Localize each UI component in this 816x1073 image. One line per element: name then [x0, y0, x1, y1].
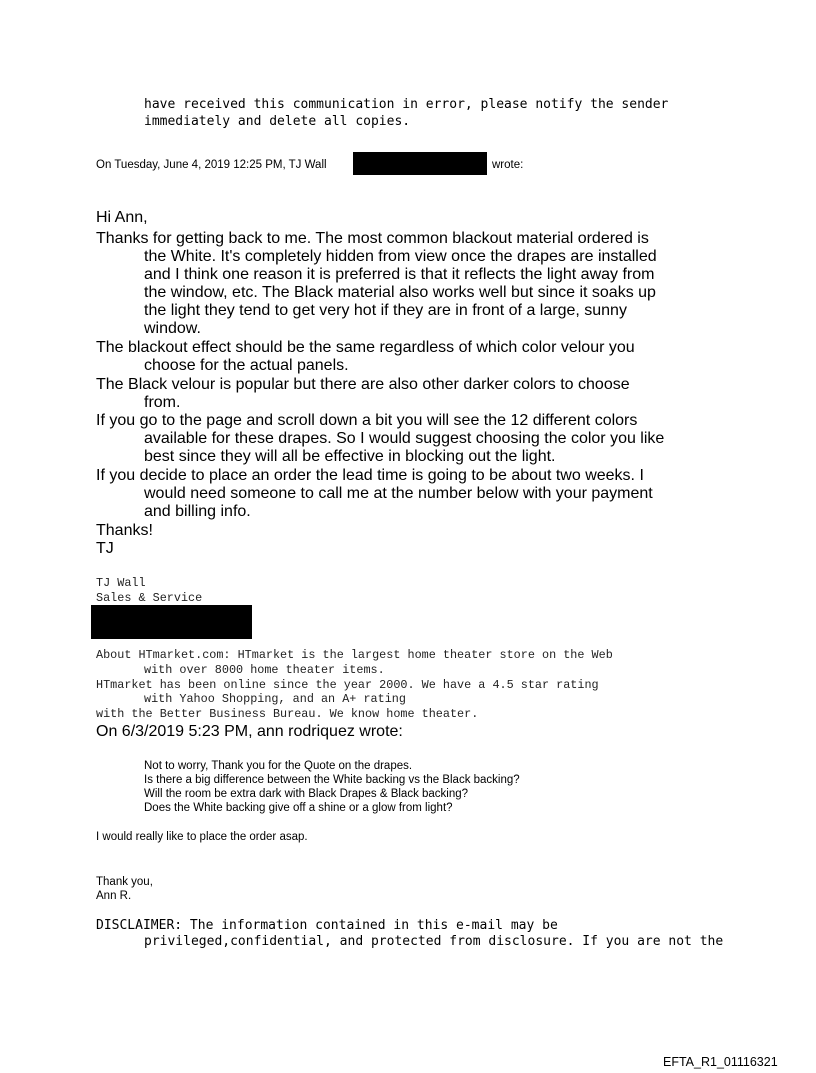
- paragraph-1-line-1: Thanks for getting back to me. The most common blackout material ordered is: [96, 230, 649, 247]
- email-header-suffix: wrote:: [492, 159, 524, 171]
- quoted-header: On 6/3/2019 5:23 PM, ann rodriquez wrote:: [96, 723, 403, 740]
- paragraph-3-line-1: The Black velour is popular but there are also other darker colors to choose: [96, 376, 630, 393]
- quoted-closing-2: Ann R.: [96, 890, 132, 902]
- quoted-order-line: I would really like to place the order asap.: [96, 831, 308, 843]
- about-line-3: HTmarket has been online since the year 2000. We have a 4.5 star rating: [96, 678, 599, 692]
- paragraph-3-line-2: from.: [144, 394, 181, 411]
- about-line-1: About HTmarket.com: HTmarket is the largest home theater store on the Web: [96, 648, 613, 662]
- redaction-email-address: [353, 152, 487, 175]
- about-line-4: with Yahoo Shopping, and an A+ rating: [144, 692, 406, 706]
- disclaimer-bottom-line-1: DISCLAIMER: The information contained in this e-mail may be: [96, 918, 558, 933]
- paragraph-2-line-1: The blackout effect should be the same regardless of which color velour you: [96, 339, 635, 356]
- redaction-signature-contact: [91, 605, 252, 639]
- thanks: Thanks!: [96, 522, 153, 539]
- paragraph-1-line-2: the White. It's completely hidden from view once the drapes are installed: [144, 248, 657, 265]
- paragraph-4-line-3: best since they will all be effective in blocking out the light.: [144, 448, 556, 465]
- email-header-prefix: On Tuesday, June 4, 2019 12:25 PM, TJ Wall: [96, 159, 327, 171]
- document-id: EFTA_R1_01116321: [663, 1055, 778, 1069]
- sender-initials: TJ: [96, 540, 114, 557]
- paragraph-4-line-1: If you go to the page and scroll down a bit you will see the 12 different colors: [96, 412, 638, 429]
- paragraph-1-line-3: and I think one reason it is preferred is that it reflects the light away from: [144, 266, 655, 283]
- signature-title: Sales & Service: [96, 591, 203, 605]
- about-line-2: with over 8000 home theater items.: [144, 663, 385, 677]
- paragraph-5-line-1: If you decide to place an order the lead time is going to be about two weeks. I: [96, 467, 644, 484]
- quoted-line-4: Does the White backing give off a shine or a glow from light?: [144, 802, 453, 814]
- paragraph-2-line-2: choose for the actual panels.: [144, 357, 349, 374]
- paragraph-4-line-2: available for these drapes. So I would suggest choosing the color you like: [144, 430, 665, 447]
- quoted-line-1: Not to worry, Thank you for the Quote on the drapes.: [144, 760, 413, 772]
- greeting: Hi Ann,: [96, 209, 148, 226]
- disclaimer-top-line-2: immediately and delete all copies.: [144, 114, 411, 129]
- paragraph-1-line-5: the light they tend to get very hot if they are in front of a large, sunny: [144, 302, 627, 319]
- about-line-5: with the Better Business Bureau. We know home theater.: [96, 707, 479, 721]
- paragraph-5-line-2: would need someone to call me at the number below with your payment: [144, 485, 653, 502]
- disclaimer-bottom-line-2: privileged,confidential, and protected from disclosure. If you are not the: [144, 934, 724, 949]
- signature-name: TJ Wall: [96, 576, 146, 590]
- paragraph-5-line-3: and billing info.: [144, 503, 251, 520]
- quoted-line-2: Is there a big difference between the White backing vs the Black backing?: [144, 774, 520, 786]
- paragraph-1-line-6: window.: [144, 320, 201, 337]
- disclaimer-top-line-1: have received this communication in error, please notify the sender: [144, 97, 669, 112]
- paragraph-1-line-4: the window, etc. The Black material also works well but since it soaks up: [144, 284, 656, 301]
- quoted-line-3: Will the room be extra dark with Black Drapes & Black backing?: [144, 788, 469, 800]
- quoted-closing-1: Thank you,: [96, 876, 153, 888]
